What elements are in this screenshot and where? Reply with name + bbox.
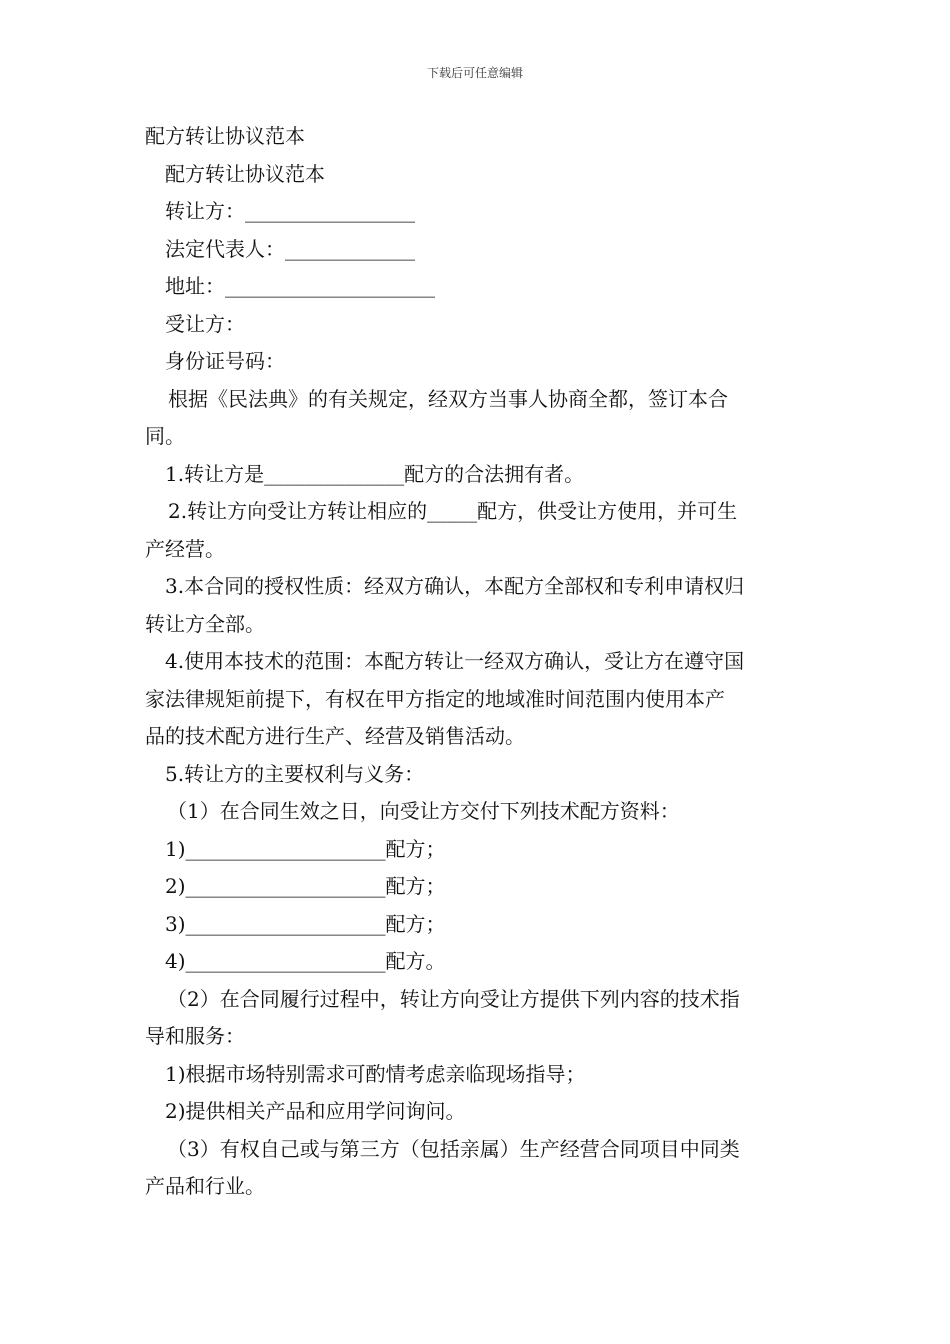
address-field: 地址：_____________________ — [165, 274, 435, 298]
service-item-2: 2)提供相关产品和应用学问询问。 — [165, 1099, 466, 1123]
clause-5-sub-3-line-2: 产品和行业。 — [145, 1174, 265, 1198]
clause-4-line-1: 4.使用本技术的范围：本配方转让一经双方确认，受让方在遵守国 — [165, 649, 745, 673]
document-body — [145, 118, 810, 1206]
clause-5-sub-2-line-1: （2）在合同履行过程中，转让方向受让方提供下列内容的技术指 — [167, 986, 740, 1011]
clause-4-line-2: 家法律规矩前提下，有权在甲方指定的地域准时间范围内使用本产 — [145, 686, 725, 711]
intro-paragraph-line-1: 根据《民法典》的有关规定，经双方当事人协商全都，签订本合 — [168, 386, 728, 411]
formula-item-2: 2)____________________配方； — [165, 874, 446, 898]
formula-item-4: 4)____________________配方。 — [165, 949, 446, 973]
document-title: 配方转让协议范本 — [145, 124, 305, 148]
clause-3-line-1: 3.本合同的授权性质：经双方确认，本配方全部权和专利申请权归 — [165, 574, 745, 598]
service-item-1: 1)根据市场特别需求可酌情考虑亲临现场指导； — [165, 1061, 586, 1086]
clause-2-line-1: 2.转让方向受让方转让相应的_____配方，供受让方使用，并可生 — [168, 499, 738, 523]
document-subtitle: 配方转让协议范本 — [165, 161, 325, 186]
legal-representative-field: 法定代表人：_____________ — [165, 236, 415, 261]
formula-item-3: 3)____________________配方； — [165, 911, 446, 936]
intro-paragraph-line-2: 同。 — [145, 424, 185, 448]
clause-5-sub-3-line-1: （3）有权自己或与第三方（包括亲属）生产经营合同项目中同类 — [167, 1136, 740, 1161]
formula-item-1: 1)____________________配方； — [165, 836, 446, 861]
clause-1: 1.转让方是______________配方的合法拥有者。 — [165, 461, 585, 486]
clause-3-line-2: 转让方全部。 — [145, 611, 265, 636]
clause-5-sub-2-line-2: 导和服务： — [145, 1024, 245, 1048]
transferor-field: 转让方：_________________ — [165, 199, 415, 223]
transferee-field: 受让方： — [165, 311, 245, 336]
clause-5-heading: 5.转让方的主要权利与义务： — [165, 761, 425, 786]
clause-2-line-2: 产经营。 — [145, 536, 225, 561]
clause-5-sub-1: （1）在合同生效之日，向受让方交付下列技术配方资料： — [167, 799, 680, 823]
id-number-field: 身份证号码： — [165, 349, 285, 373]
clause-4-line-3: 品的技术配方进行生产、经营及销售活动。 — [145, 724, 525, 748]
page-header: 下载后可任意编辑 — [426, 66, 523, 80]
